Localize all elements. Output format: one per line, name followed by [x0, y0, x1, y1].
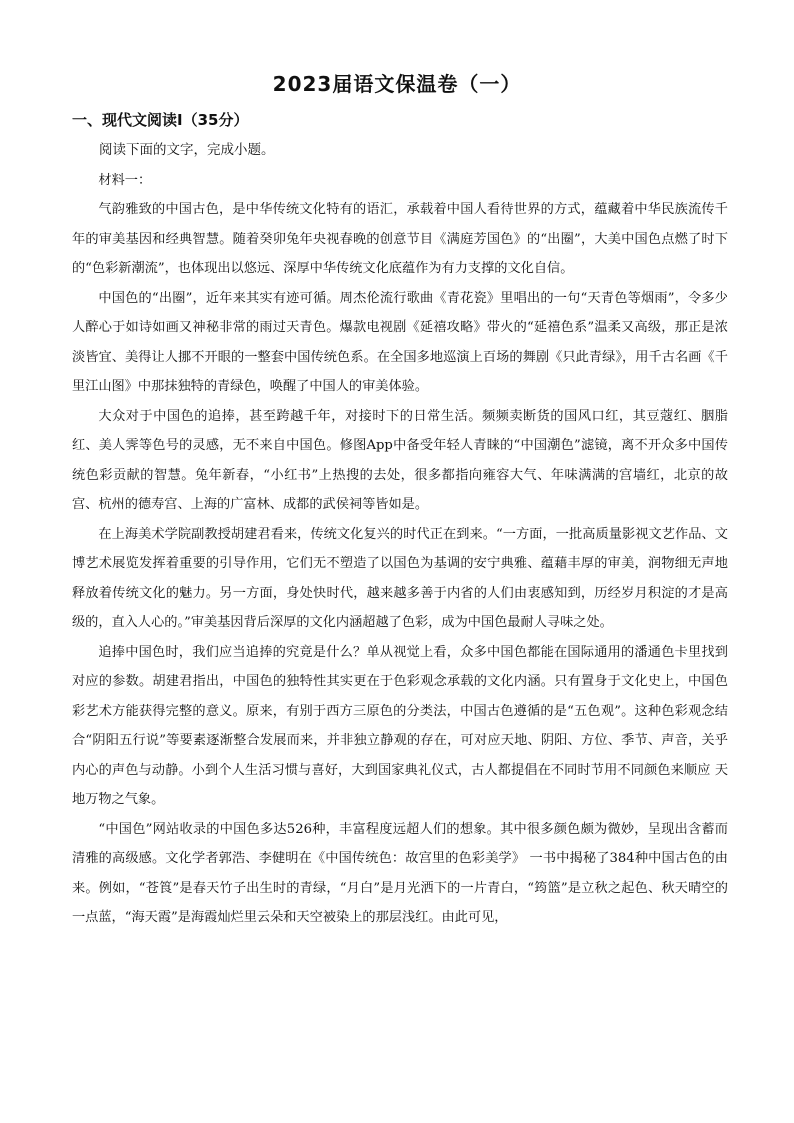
passage-paragraph: 中国色的“出圈”，近年来其实有迹可循。周杰伦流行歌曲《青花瓷》里唱出的一句“天青色等烟雨”，令多少人醉心于如诗如画又神秘非常的雨过天青色。爆款电视剧《延禧攻略》带火的“延禧色系”温柔又高级，那正是浓淡皆宜、美得让人挪不开眼的一整套中国传统色系。在全国多地巡演上百场的舞剧《只此青绿》，用千古名画《千里江山图》中那抹独特的青绿色，唤醒了中国人的审美体验。	[72, 290, 728, 394]
section-heading: 一、现代文阅读Ⅰ（35分）	[72, 111, 249, 129]
instruction-text: 阅读下面的文字，完成小题。	[99, 142, 275, 158]
passage-paragraph: 在上海美术学院副教授胡建君看来，传统文化复兴的时代正在到来。“一方面，一批高质量影视文艺作品、文博艺术展览发挥着重要的引导作用，它们无不塑造了以国色为基调的安宁典雅、蕴藉丰厚的审美，润物细无声地释放着传统文化的魅力。另一方面，身处快时代，越来越多善于内省的人们由衷感知到，历经岁月积淀的才是高级的，直入人心的。”审美基因背后深厚的文化内涵超越了色彩，成为中国色最耐人寻味之处。	[72, 526, 728, 630]
passage-paragraph: 大众对于中国色的追捧，甚至跨越千年，对接时下的日常生活。频频卖断货的国风口红，其豆蔻红、胭脂红、美人霁等色号的灵感，无不来自中国色。修图App中备受年轻人青睐的“中国潮色”滤镜，离不开众多中国传统色彩贡献的智慧。兔年新春，“小红书”上热搜的去处，很多都指向雍容大气、年味满满的宫墙红，北京的故宫、杭州的德寿宫、上海的广富林、成都的武侯祠等皆如是。	[72, 408, 728, 512]
passage-paragraph: 气韵雅致的中国古色，是中华传统文化特有的语汇，承载着中国人看待世界的方式，蕴藏着中华民族流传千年的审美基因和经典智慧。随着癸卯兔年央视春晚的创意节目《满庭芳国色》的“出圈”，大美中国色点燃了时下的“色彩新潮流”，也体现出以悠远、深厚中华传统文化底蕴作为有力支撑的文化自信。	[72, 202, 728, 276]
reading-passage	[72, 136, 728, 933]
passage-paragraph: 追捧中国色时，我们应当追捧的究竟是什么？单从视觉上看，众多中国色都能在国际通用的潘通色卡里找到对应的参数。胡建君指出，中国色的独特性其实更在于色彩观念承载的文化内涵。只有置身于文化史上，中国色彩艺术方能获得完整的意义。原来，有别于西方三原色的分类法，中国古色遵循的是“五色观”。这种色彩观念结合“阴阳五行说”等要素逐渐整合发展而来，并非独立静观的存在，可对应天地、阴阳、方位、季节、声音，关乎内心的声色与动静。小到个人生活习惯与喜好，大到国家典礼仪式，古人都提倡在不同时节用不同颜色来顺应 天地万物之气象。	[72, 644, 728, 807]
passage-paragraph: “中国色”网站收录的中国色多达526种，丰富程度远超人们的想象。其中很多颜色颇为微妙，呈现出含蓄而清雅的高级感。文化学者郭浩、李健明在《中国传统色：故宫里的色彩美学》 一书中揭秘了384种中国古色的由来。例如，“苍筤”是春天竹子出生时的青绿，“月白”是月光洒下的一片青白，“筠篮”是立秋之起色、秋天晴空的一点蓝，“海天霞”是海霞灿烂里云朵和天空被染上的那层浅红。由此可见，	[72, 821, 728, 925]
material-label: 材料一：	[98, 172, 152, 188]
page-title: 2023届语文保温卷（一）	[272, 72, 522, 96]
